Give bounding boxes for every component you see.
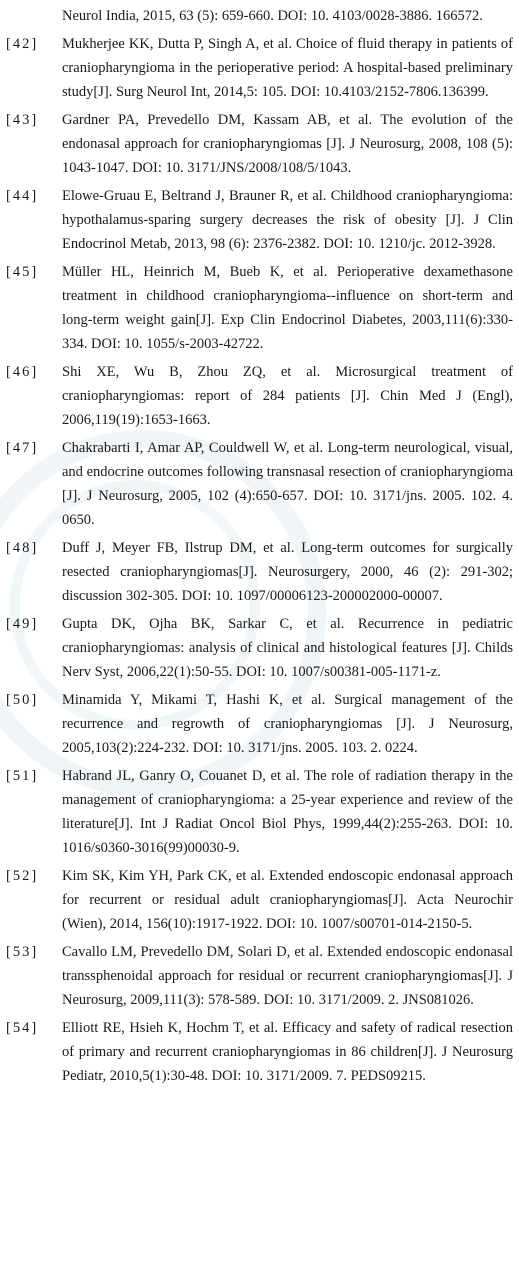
reference-text: Mukherjee KK, Dutta P, Singh A, et al. Choice of fluid therapy in patients of craniopharyngioma in the perioperative period: A hospital-based preliminary study[J]. Surg Neurol Int, 2014,5: 105. DOI: 10.4103/2152-7806.136399.: [62, 36, 513, 100]
reference-number: [45]: [6, 264, 39, 280]
references-container: [6, 32, 513, 1088]
reference-number: [50]: [6, 692, 39, 708]
reference-number: [49]: [6, 616, 39, 632]
reference-text: Gupta DK, Ojha BK, Sarkar C, et al. Recurrence in pediatric craniopharyngiomas: analysis of clinical and histological features [J]. Childs Nerv Syst, 2006,22(1):50-55. DOI: 10. 1007/s00381-005-1171-z.: [62, 616, 513, 680]
reference-item: [6, 32, 513, 104]
reference-text: Shi XE, Wu B, Zhou ZQ, et al. Microsurgical treatment of craniopharyngiomas: report of 284 patients [J]. Chin Med J (Engl), 2006,119(19):1653-1663.: [62, 364, 513, 428]
reference-item: [6, 940, 513, 1012]
reference-text: Habrand JL, Ganry O, Couanet D, et al. The role of radiation therapy in the management of craniopharyngioma: a 25-year experience and review of the literature[J]. Int J Radiat Oncol Biol Phys, 1999,44(2):255-263. DOI: 10. 1016/s0360-3016(99)00030-9.: [62, 768, 513, 856]
reference-text: Müller HL, Heinrich M, Bueb K, et al. Perioperative dexamethasone treatment in childhood craniopharyngioma--influence on short-term and long-term weight gain[J]. Exp Clin Endocrinol Diabetes, 2003,111(6):330-334. DOI: 10. 1055/s-2003-42722.: [62, 264, 513, 352]
reference-text: Cavallo LM, Prevedello DM, Solari D, et al. Extended endoscopic endonasal transsphenoidal approach for residual or recurrent craniopharyngiomas[J]. J Neurosurg, 2009,111(3): 578-589. DOI: 10. 3171/2009. 2. JNS081026.: [62, 944, 513, 1008]
reference-text: Chakrabarti I, Amar AP, Couldwell W, et al. Long-term neurological, visual, and endocrine outcomes following transnasal resection of craniopharyngioma [J]. J Neurosurg, 2005, 102 (4):650-657. DOI: 10. 3171/jns. 2005. 102. 4. 0650.: [62, 440, 513, 528]
reference-text: Elowe-Gruau E, Beltrand J, Brauner R, et al. Childhood craniopharyngioma: hypothalamus-sparing surgery decreases the risk of obesity [J]. J Clin Endocrinol Metab, 2013, 98 (6): 2376-2382. DOI: 10. 1210/jc. 2012-3928.: [62, 188, 513, 252]
reference-item: [6, 764, 513, 860]
reference-number: [53]: [6, 944, 39, 960]
reference-item: [6, 184, 513, 256]
reference-number: [42]: [6, 36, 39, 52]
reference-number: [51]: [6, 768, 39, 784]
reference-item: [6, 864, 513, 936]
reference-item: [6, 688, 513, 760]
reference-item: [6, 612, 513, 684]
reference-item: [6, 1016, 513, 1088]
reference-item: [6, 260, 513, 356]
reference-continuation: Neurol India, 2015, 63 (5): 659-660. DOI: 10. 4103/0028-3886. 166572.: [62, 8, 483, 24]
reference-item: [6, 360, 513, 432]
reference-number: [52]: [6, 868, 39, 884]
reference-text: Duff J, Meyer FB, Ilstrup DM, et al. Long-term outcomes for surgically resected craniopharyngiomas[J]. Neurosurgery, 2000, 46 (2): 291-302; discussion 302-305. DOI: 10. 1097/00006123-200002000-00007.: [62, 540, 513, 604]
reference-text: Elliott RE, Hsieh K, Hochm T, et al. Efficacy and safety of radical resection of primary and recurrent craniopharyngiomas in 86 children[J]. J Neurosurg Pediatr, 2010,5(1):30-48. DOI: 10. 3171/2009. 7. PEDS09215.: [62, 1020, 513, 1084]
reference-item: [6, 536, 513, 608]
reference-number: [46]: [6, 364, 39, 380]
reference-text: Gardner PA, Prevedello DM, Kassam AB, et al. The evolution of the endonasal approach for craniopharyngiomas [J]. J Neurosurg, 2008, 108 (5): 1043-1047. DOI: 10. 3171/JNS/2008/108/5/1043.: [62, 112, 513, 176]
reference-text: Kim SK, Kim YH, Park CK, et al. Extended endoscopic endonasal approach for recurrent or residual adult craniopharyngiomas[J]. Acta Neurochir (Wien), 2014, 156(10):1917-1922. DOI: 10. 1007/s00701-014-2150-5.: [62, 868, 513, 932]
reference-text: Minamida Y, Mikami T, Hashi K, et al. Surgical management of the recurrence and regrowth of craniopharyngiomas [J]. J Neurosurg, 2005,103(2):224-232. DOI: 10. 3171/jns. 2005. 103. 2. 0224.: [62, 692, 513, 756]
reference-number: [43]: [6, 112, 39, 128]
reference-number: [48]: [6, 540, 39, 556]
reference-item: [6, 108, 513, 180]
reference-number: [44]: [6, 188, 39, 204]
reference-number: [47]: [6, 440, 39, 456]
reference-number: [54]: [6, 1020, 39, 1036]
reference-item: [6, 436, 513, 532]
